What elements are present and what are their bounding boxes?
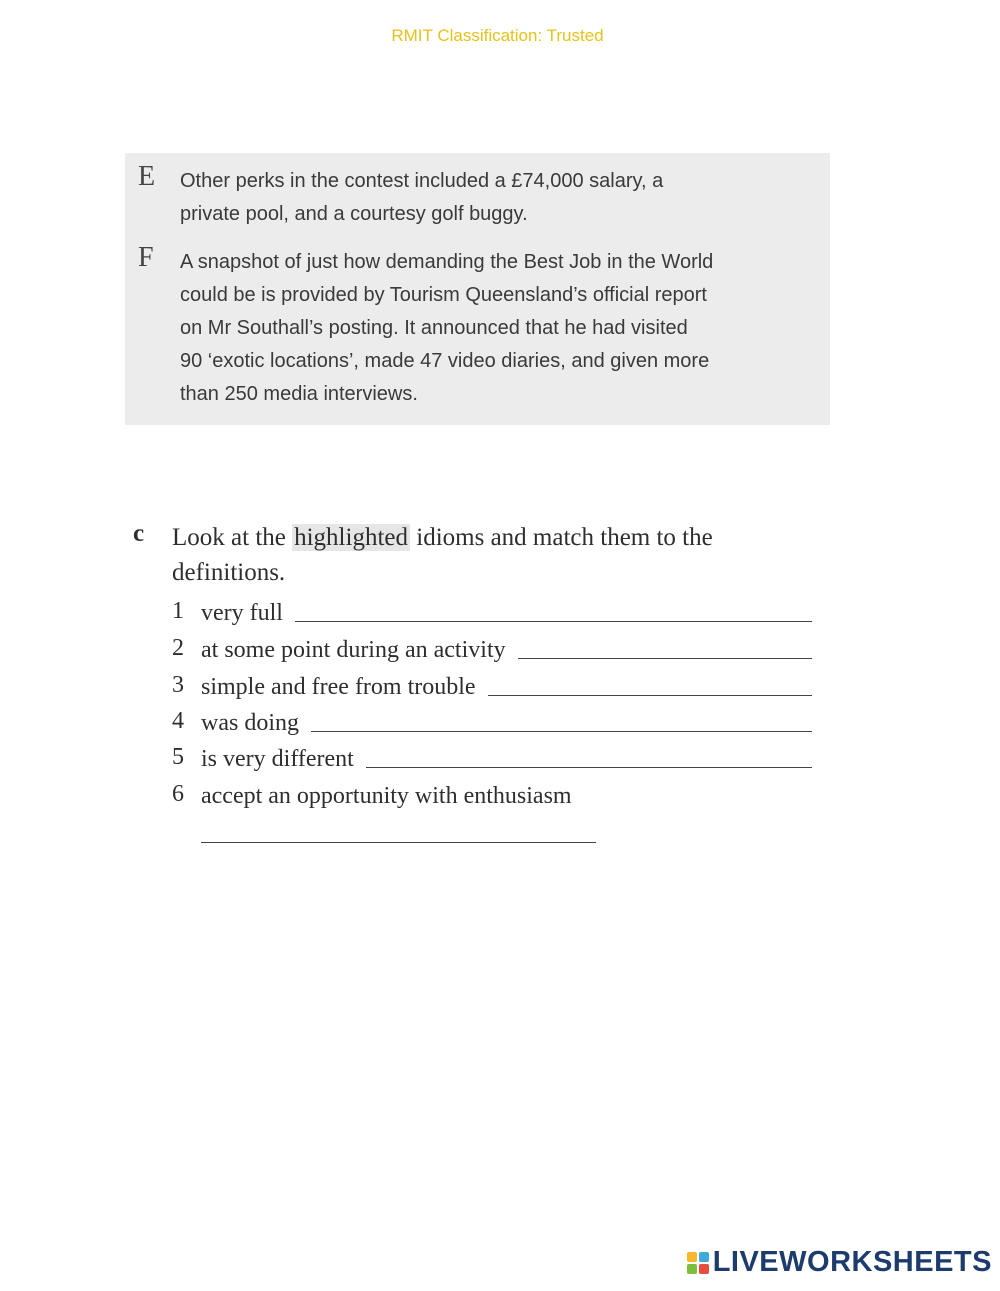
list-item [172,708,812,745]
logo-text: LIVEWORKSHEETS [712,1246,992,1278]
item-definition: is very different [201,746,354,772]
item-number: 2 [172,635,184,661]
item-definition: very full [201,600,283,626]
text-line: A snapshot of just how demanding the Best Job in the World [180,251,714,273]
paragraph-letter: E [138,161,156,192]
item-number: 3 [172,672,184,698]
reading-passage [125,153,830,425]
classification-label: RMIT Classification: Trusted [391,26,604,45]
answer-blank[interactable] [201,832,596,843]
paragraph-letter: F [138,242,154,273]
exercise-label: c [133,520,145,547]
instruction-text: definitions. [172,559,286,586]
item-definition: at some point during an activity [201,637,506,663]
answer-blank[interactable] [366,747,812,768]
item-number: 4 [172,708,184,734]
item-number: 6 [172,781,184,807]
list-item [172,744,812,781]
answer-blank[interactable] [295,601,812,622]
text-line: private pool, and a courtesy golf buggy. [180,203,528,225]
text-line: on Mr Southall’s posting. It announced that he had visited [180,317,688,339]
paragraph-text [180,165,840,231]
answer-blank[interactable] [311,711,812,732]
item-definition: was doing [201,710,299,736]
text-line: 90 ‘exotic locations’, made 47 video diaries, and given more [180,350,710,372]
item-definition: simple and free from trouble [201,674,476,700]
text-line: than 250 media interviews. [180,383,418,405]
liveworksheets-logo [687,1246,992,1279]
instruction-text: Look at the [172,524,286,551]
item-definition: accept an opportunity with enthusiasm [201,783,572,809]
logo-icon [687,1252,709,1274]
list-item [172,598,812,635]
answer-blank[interactable] [518,638,812,659]
list-item [172,672,812,709]
paragraph-text [180,246,840,411]
text-line: Other perks in the contest included a £74,000 salary, a [180,170,664,192]
exercise-instruction [172,520,822,590]
item-number: 5 [172,744,184,770]
list-item [172,781,812,818]
highlighted-word: highlighted [294,524,408,551]
text-line: could be is provided by Tourism Queensland’s official report [180,284,707,306]
item-number: 1 [172,598,184,624]
list-item [172,635,812,672]
instruction-text: idioms and match them to the [416,524,713,551]
answer-blank[interactable] [488,675,812,696]
